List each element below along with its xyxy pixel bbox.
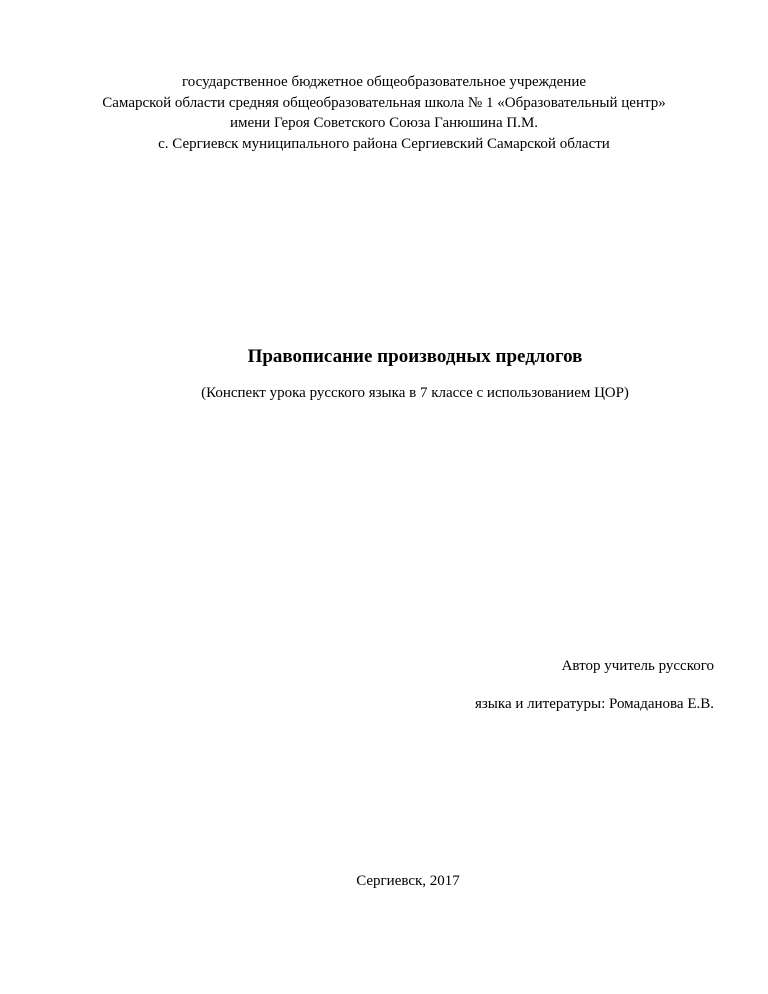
institution-header	[0, 72, 768, 154]
place-and-year: Сергиевск, 2017	[356, 873, 460, 889]
author-block	[475, 656, 714, 714]
institution-line-4: с. Сергиевск муниципального района Сергиевский Самарской области	[158, 135, 610, 152]
institution-line-1: государственное бюджетное общеобразовательное учреждение	[181, 74, 587, 90]
document-subtitle: (Конспект урока русского языка в 7 классе с использованием ЦОР)	[201, 385, 629, 401]
institution-line-2: Самарской области средняя общеобразовательная школа № 1 «Образовательный центр»	[102, 94, 666, 111]
author-line-1: Автор учитель русского	[561, 658, 714, 674]
document-title: Правописание производных предлогов	[247, 346, 583, 367]
institution-line-3: имени Героя Советского Союза Ганюшина П.М.	[229, 115, 539, 131]
author-line-2: языка и литературы: Ромаданова Е.В.	[474, 696, 714, 712]
